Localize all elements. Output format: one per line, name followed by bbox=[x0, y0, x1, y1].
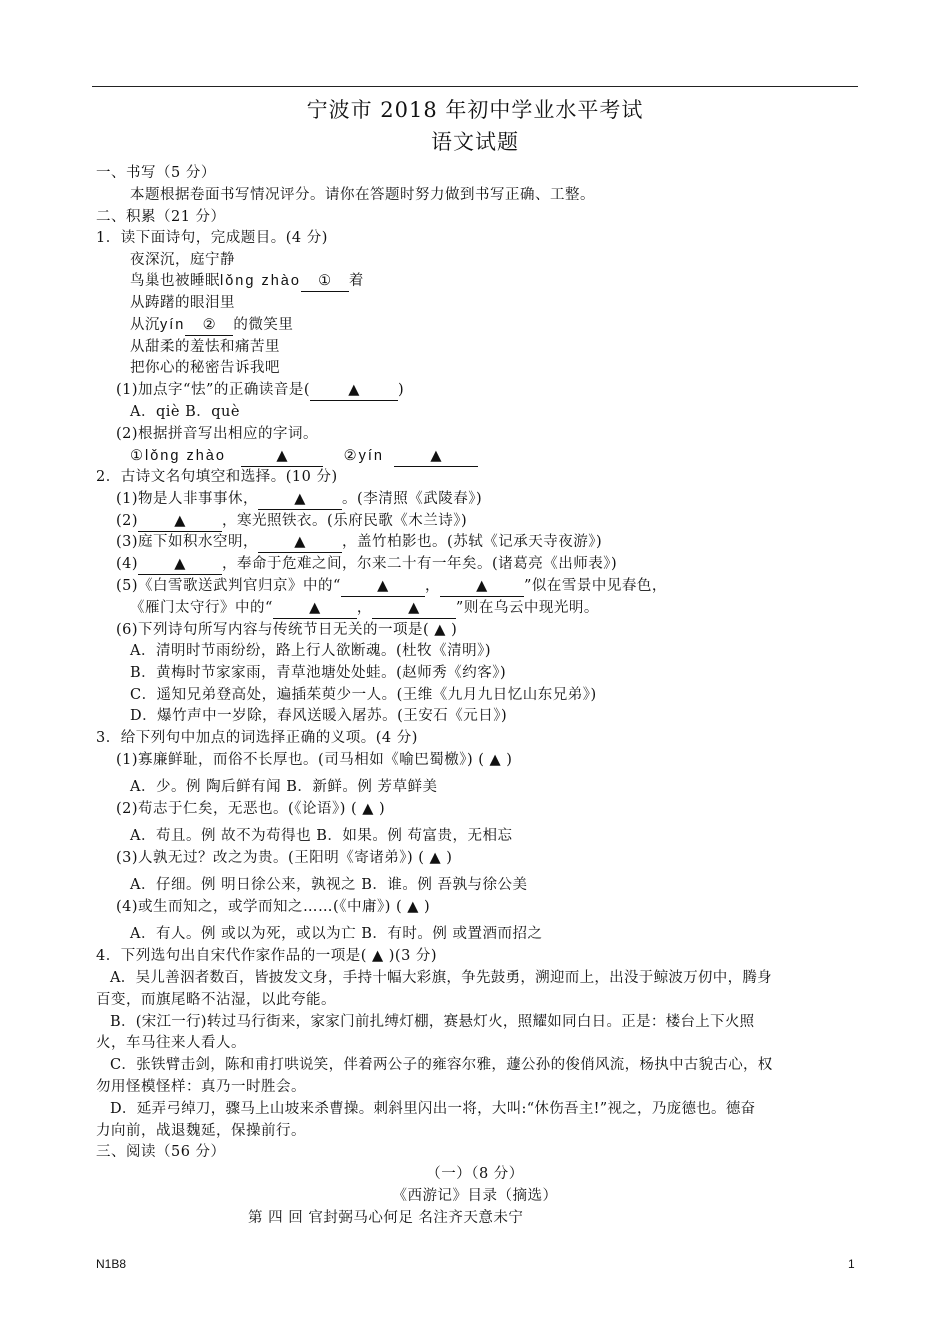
poem-line: 从沉yín ② 的微笑里 bbox=[130, 315, 293, 336]
sub-question: (3)人孰无过？改之为贵。(王阳明《寄诸弟》) ( ▲ ) bbox=[116, 850, 453, 866]
chapter-title: 第 四 回 官封弼马心何足 名注齐天意未宁 bbox=[248, 1210, 524, 1226]
option-line: A．仔细。例 明日徐公来，孰视之 B．谁。例 吾孰与徐公美 bbox=[130, 877, 528, 893]
sub-question: (1)寡廉鲜耻，而俗不长厚也。(司马相如《喻巴蜀檄》) ( ▲ ) bbox=[116, 752, 513, 768]
option-line: 勿用怪模怪样：真乃一时胜会。 bbox=[96, 1079, 306, 1095]
option-line: B．黄梅时节家家雨，青草池塘处处蛙。(赵师秀《约客》) bbox=[130, 665, 507, 681]
fill-line: (3)庭下如积水空明， ▲ ，盖竹柏影也。(苏轼《记承天寺夜游》) bbox=[116, 532, 602, 553]
option-line: A．有人。例 或以为死，或以为亡 B．有时。例 或置酒而招之 bbox=[130, 926, 543, 942]
poem-line: 把你心的秘密告诉我吧 bbox=[130, 360, 280, 376]
fill-line: (1)物是人非事事休， ▲ 。(李清照《武陵春》) bbox=[116, 489, 482, 510]
fill-line: 《雁门太守行》中的“ ▲ ， ▲ ”则在乌云中现光明。 bbox=[130, 598, 599, 619]
sub-question: (2)根据拼音写出相应的字词。 bbox=[116, 426, 319, 442]
fill-line: (4) ▲ ，奉命于危难之间，尔来二十有一年矣。(诸葛亮《出师表》) bbox=[116, 554, 617, 575]
poem-line: 从踌躇的眼泪里 bbox=[130, 295, 235, 311]
section-heading: 一、书写（5 分） bbox=[96, 165, 216, 181]
footer-code: N1B8 bbox=[96, 1257, 127, 1271]
poem-line: 从甜柔的羞怯和痛苦里 bbox=[130, 339, 280, 355]
option-line: B．(宋江一行)转过马行街来，家家门前扎缚灯棚，赛悬灯火，照耀如同白日。正是：楼台上下火照 bbox=[110, 1014, 755, 1030]
question-heading: 2．古诗文名句填空和选择。(10 分) bbox=[96, 469, 338, 485]
poem-line: 鸟巢也被睡眠lǒng zhào ① 着 bbox=[130, 271, 364, 292]
option-line: A．苟且。例 故不为苟得也 B．如果。例 苟富贵，无相忘 bbox=[130, 828, 513, 844]
fill-line: (2) ▲ ，寒光照铁衣。(乐府民歌《木兰诗》) bbox=[116, 511, 467, 532]
option-line: A．清明时节雨纷纷，路上行人欲断魂。(杜牧《清明》) bbox=[130, 643, 492, 659]
option-line: A．少。例 陶后鲜有闻 B．新鲜。例 芳草鲜美 bbox=[130, 779, 438, 795]
option-line: C．张铁臂击剑，陈和甫打哄说笑，伴着两公子的雍容尔雅，蘧公孙的俊俏风流，杨执中古貌古心，权 bbox=[110, 1057, 773, 1073]
section-heading: 二、积累（21 分） bbox=[96, 209, 226, 225]
text-line: 本题根据卷面书写情况评分。请你在答题时努力做到书写正确、工整。 bbox=[130, 187, 595, 203]
sub-question: (1)加点字“怯”的正确读音是( ▲ ) bbox=[116, 380, 404, 401]
fill-line: (5)《白雪歌送武判官归京》中的“ ▲ ， ▲ ”似在雪景中见春色， bbox=[116, 576, 667, 597]
question-heading: 3．给下列句中加点的词选择正确的义项。(4 分) bbox=[96, 730, 418, 746]
reading-heading: （一）（8 分） bbox=[426, 1166, 524, 1182]
sub-question: (6)下列诗句所写内容与传统节日无关的一项是( ▲ ) bbox=[116, 622, 458, 638]
option-line: D．延弄弓绰刀，骤马上山坡来杀曹操。刺斜里闪出一将，大叫:“休伤吾主!”视之，乃庞德也。德奋 bbox=[110, 1101, 756, 1117]
section-heading: 三、阅读（56 分） bbox=[96, 1144, 226, 1160]
top-rule bbox=[92, 86, 858, 87]
question-heading: 4．下列选句出自宋代作家作品的一项是( ▲ )(3 分) bbox=[96, 948, 438, 964]
option-line: A．qiè B．què bbox=[130, 404, 240, 420]
page-number: 1 bbox=[848, 1257, 855, 1271]
sub-question: (4)或生而知之，或学而知之……(《中庸》) ( ▲ ) bbox=[116, 899, 431, 915]
reading-source: 《西游记》目录（摘选） bbox=[392, 1188, 558, 1204]
poem-line: 夜深沉，庭宁静 bbox=[130, 252, 235, 268]
sub-question: (2)苟志于仁矣，无恶也。(《论语》) ( ▲ ) bbox=[116, 801, 386, 817]
option-line: C．遥知兄弟登高处，遍插茱萸少一人。(王维《九月九日忆山东兄弟》) bbox=[130, 687, 597, 703]
option-line: 火，车马往来人看人。 bbox=[96, 1035, 246, 1051]
option-line: D．爆竹声中一岁除，春风送暖入屠苏。(王安石《元日》) bbox=[130, 708, 508, 724]
option-line: A．吴儿善泅者数百，皆披发文身，手持十幅大彩旗，争先鼓勇，溯迎而上，出没于鲸波万仞中，腾身 bbox=[110, 970, 772, 986]
exam-subtitle: 语文试题 bbox=[431, 130, 519, 154]
option-line: 力向前，战退魏延，保操前行。 bbox=[96, 1123, 306, 1139]
option-line: 百变，而旗尾略不沾湿，以此夸能。 bbox=[96, 992, 336, 1008]
exam-title: 宁波市 2018 年初中学业水平考试 bbox=[306, 98, 644, 122]
question-heading: 1．读下面诗句，完成题目。(4 分) bbox=[96, 230, 328, 246]
answer-line: ①lǒng zhào ▲ ②yín ▲ bbox=[130, 446, 478, 467]
